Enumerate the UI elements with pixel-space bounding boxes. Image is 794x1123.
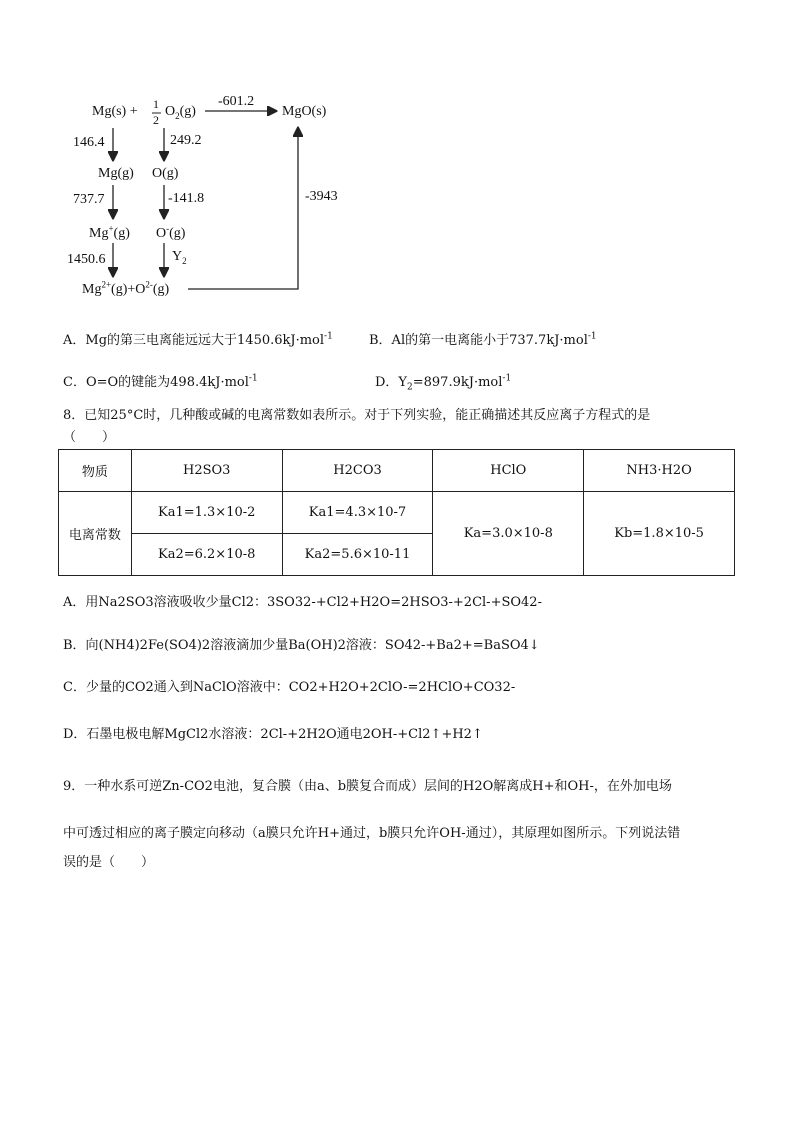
q7-option-c[interactable]: C．O=O的键能为498.4kJ·mol$^{-1}$ [63,373,258,390]
diagram-mg-g: Mg(g) [98,166,134,181]
header-substance: 物质 [59,450,132,492]
q8-stem: 8．已知25°C时，几种酸或碱的电离常数如表所示。对于下列实验，能正确描述其反应离子方程式的是 [63,408,651,423]
cell-h2so3-ka2: Ka2=6.2×10-8 [131,534,282,576]
q8-option-a[interactable]: A．用Na2SO3溶液吸收少量Cl2：3SO32-+Cl2+H2O=2HSO3-+2Cl-+SO42- [63,595,542,610]
cell-hclo-ka: Ka=3.0×10-8 [433,492,584,576]
cell-nh3-kb: Kb=1.8×10-5 [584,492,735,576]
q7-option-a[interactable]: A．Mg的第三电离能远远大于1450.6kJ·mol$^{-1}$ [63,331,333,348]
diagram-mg-step2: 737.7 [73,192,105,207]
diagram-bottom-ions: $Mg^{2+}(g)+O^{2-}(g)$ [82,279,170,297]
diagram-o-step2: -141.8 [168,191,205,206]
header-h2co3: H2CO3 [282,450,433,492]
q9-stem-line2: 中可透过相应的离子膜定向移动（a膜只允许H+通过，b膜只允许OH-通过），其原理如图所示。下列说法错 [63,826,681,841]
q8-option-d[interactable]: D．石墨电极电解MgCl2水溶液：2Cl-+2H2O通电2OH-+Cl2↑+H2↑ [63,727,483,742]
q8-option-c[interactable]: C．少量的CO2通入到NaClO溶液中：CO2+H2O+2ClO-=2HClO+CO32- [63,680,516,695]
cell-h2co3-ka2: Ka2=5.6×10-11 [282,534,433,576]
diagram-o-step1: 249.2 [170,133,202,148]
table-row-ka1 [59,492,735,534]
ionization-constant-table [58,449,735,576]
q9-stem-line1: 9．一种水系可逆Zn-CO2电池，复合膜（由a、b膜复合而成）层间的H2O解离成H+和OH-，在外加电场 [63,779,672,794]
q8-option-b[interactable]: B．向(NH4)2Fe(SO4)2溶液滴加少量Ba(OH)2溶液：SO42-+Ba2+=BaSO4↓ [63,638,540,653]
header-h2so3: H2SO3 [131,450,282,492]
diagram-fraction-num: 1 [153,97,159,111]
cell-h2co3-ka1: Ka1=4.3×10-7 [282,492,433,534]
diagram-mg-step1: 146.4 [73,135,105,150]
diagram-mg-s: Mg(s) + [92,104,138,119]
row-label-constant: 电离常数 [59,492,132,576]
diagram-fraction-den: 2 [153,113,159,127]
diagram-mg-plus: Mg+(g) [89,223,130,241]
diagram-o-minus: O-(g) [156,223,186,241]
q7-option-b[interactable]: B．Al的第一电离能小于737.7kJ·mol$^{-1}$ [369,331,597,348]
diagram-arrows [0,0,794,310]
table-header-row [59,450,735,492]
diagram-mg-step3: 1450.6 [67,252,106,267]
q9-stem-line3: 误的是（ ） [63,855,155,870]
diagram-mgo: MgO(s) [282,104,327,119]
cell-h2so3-ka1: Ka1=1.3×10-2 [131,492,282,534]
arrow-return [188,128,298,289]
header-nh3-h2o: NH3·H2O [584,450,735,492]
q7-option-d[interactable]: D．$Y_2=897.9kJ\cdot mol^{-1}$ [375,373,512,393]
q8-answer-paren: （ ） [63,430,116,445]
header-hclo: HClO [433,450,584,492]
diagram-o-g: O(g) [152,166,179,181]
diagram-top-value: -601.2 [218,94,255,109]
diagram-right-value: -3943 [305,189,338,204]
diagram-y2: $Y_2$ [172,249,187,266]
diagram-o2: $O_2(g)$ [165,104,196,121]
